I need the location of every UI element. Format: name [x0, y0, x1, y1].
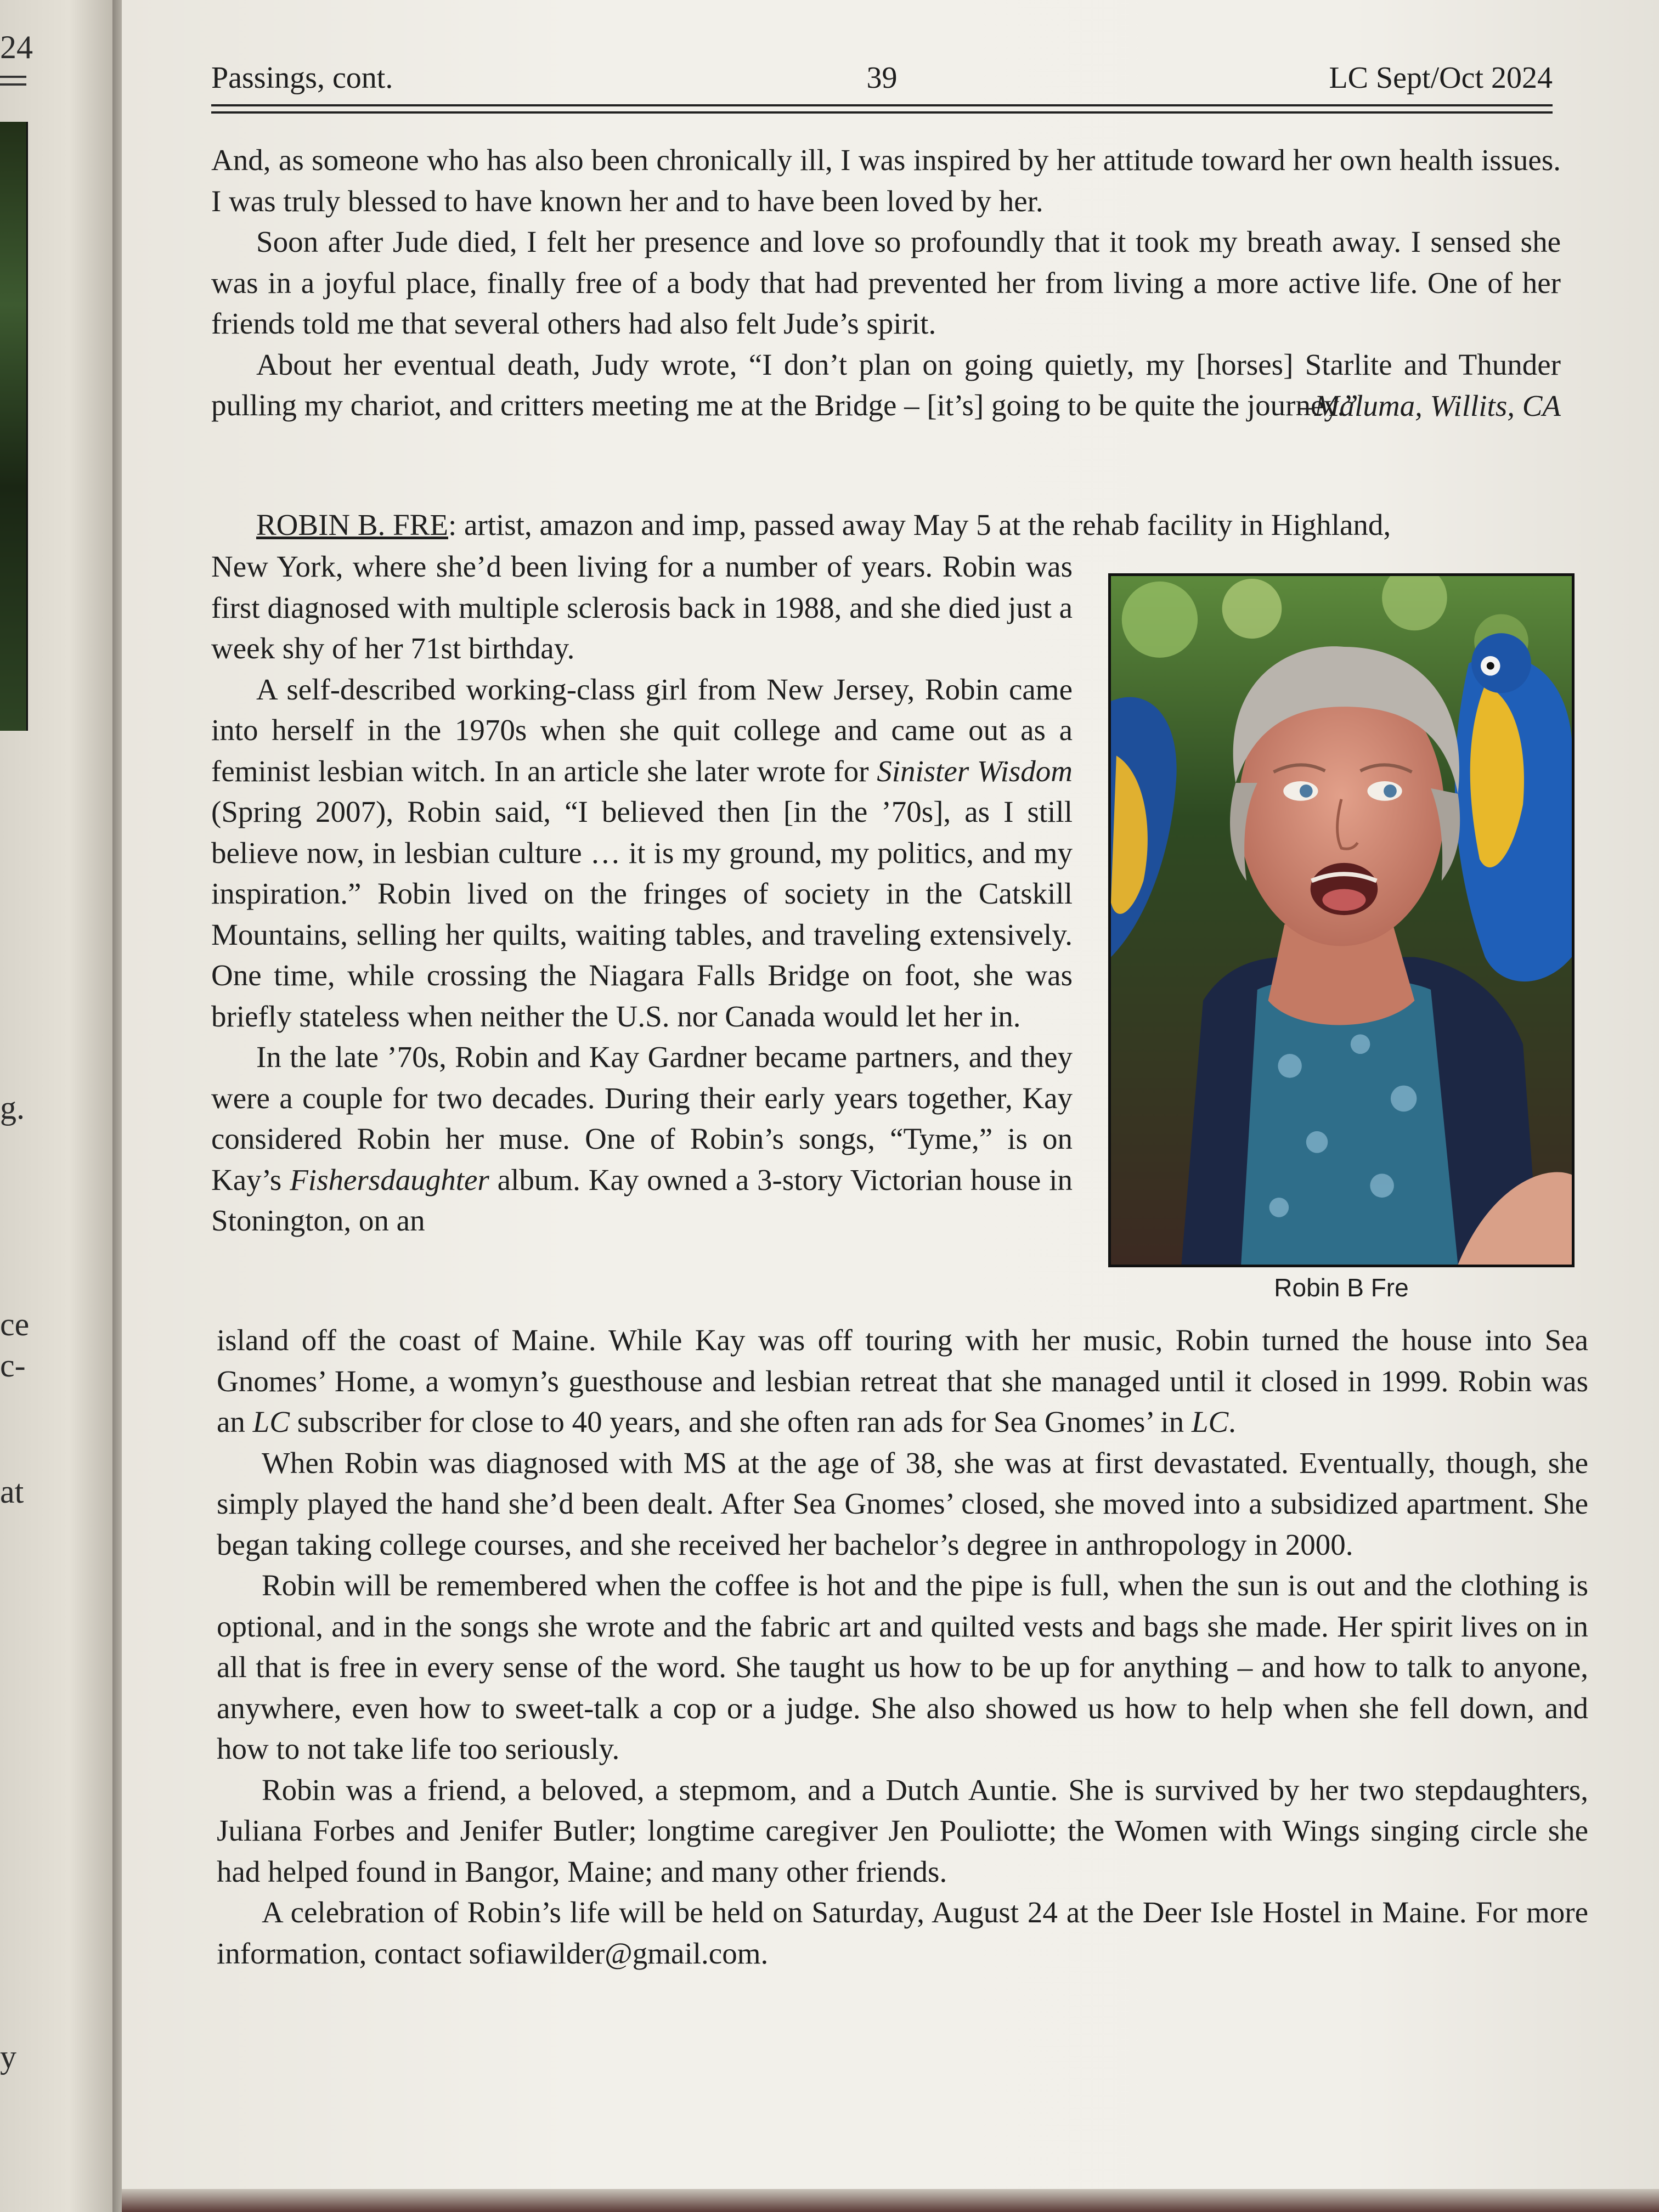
paragraph: Robin was a friend, a beloved, a stepmom, and a Dutch Auntie. She is survived by her two stepdaughters, Juliana Forbes and Jenifer Butler; longtime caregiver Jen Pouliotte; the Women with Wings singing circle she had helped found in Bangor, Maine; and many other friends.: [217, 1773, 1588, 1888]
publication-abbr: LC: [1191, 1405, 1229, 1438]
paragraph: When Robin was diagnosed with MS at the age of 38, she was at first devastated. Eventually, though, she simply played the hand she’d been dealt. After Sea Gnomes’ closed, she moved into a subsidized apartment. She began taking college courses, and she received her bachelor’s degree in anthropology in 2000.: [217, 1446, 1588, 1561]
paragraph: New York, where she’d been living for a number of years. Robin was first diagnosed with multiple sclerosis back in 1988, and she died just a week shy of her 71st birthday.: [211, 550, 1073, 665]
paragraph: [211, 669, 1073, 1037]
photo-caption: Robin B Fre: [1274, 1273, 1409, 1302]
previous-page-fragment: ce: [0, 1306, 30, 1342]
portrait-illustration: [1111, 576, 1572, 1265]
portrait-photo: [1108, 573, 1575, 1267]
header-rule: [211, 111, 1553, 114]
previous-page-rule: [0, 83, 26, 86]
obituary-wrap-column: [211, 546, 1073, 1242]
text-run: A self-described working-class girl from New Jersey, Robin came into herself in the 1970s when she quit college and came out as a feminist lesbian witch. In an article she later wrote for: [211, 672, 1073, 788]
previous-page-edge: [0, 0, 115, 2212]
text-run: subscriber for close to 40 years, and she often ran ads for Sea Gnomes’ in: [289, 1405, 1192, 1438]
page-number: 39: [866, 61, 898, 95]
paragraph: [217, 1320, 1588, 1443]
previous-tribute: [211, 140, 1561, 426]
paragraph: About her eventual death, Judy wrote, “I don’t plan on going quietly, my [horses] Starlite and Thunder pulling my chariot, and critters meeting me at the Bridge – [it’s] going to be quite the journey.”: [211, 347, 1561, 422]
signature: –Maluma, Willits, CA: [1299, 388, 1561, 422]
paragraph: [211, 1037, 1073, 1242]
previous-page-fragment: 24: [0, 29, 33, 65]
previous-page-rule: [0, 76, 26, 78]
text-run: .: [1228, 1405, 1236, 1438]
obituary-lead-line: [211, 505, 1561, 546]
publication-abbr: LC: [252, 1405, 290, 1438]
previous-page-fragment: y: [0, 2039, 16, 2075]
text-run: album. Kay owned a 3-story Victorian house in Stonington, on an: [211, 1163, 1073, 1237]
previous-page-fragment: c-: [0, 1347, 26, 1384]
album-title: Fishersdaughter: [290, 1163, 489, 1197]
text-run: (Spring 2007), Robin said, “I believed then [in the ’70s], as I still believe now, in lesbian culture … it is my ground, my politics, and my inspiration.” Robin lived on the fringes of society in the Catskill Mountains, selling her quilts, waiting tables, and traveling extensively. One time, while crossing the Niagara Falls Bridge on foot, she was briefly stateless when neither the U.S. nor Canada would let her in.: [211, 795, 1073, 1033]
previous-page-fragment: g.: [0, 1090, 25, 1126]
obituary-continuation: [217, 1320, 1588, 1974]
text-run: In the late ’70s, Robin and Kay Gardner became partners, and they were a couple for two decades. During their early years together, Kay considered Robin her muse. One of Robin’s songs, “Tyme,” is on Kay’s: [211, 1040, 1073, 1197]
section-title: Passings, cont.: [211, 61, 393, 95]
page-bottom-edge: [122, 2189, 1659, 2212]
paragraph: Soon after Jude died, I felt her presence and love so profoundly that it took my breath away. I sensed she was in a joyful place, finally free of a body that had prevented her from living a more active life. One of her friends told me that several others had also felt Jude’s spirit.: [211, 225, 1561, 340]
obituary-name: ROBIN B. FRE: [256, 508, 448, 541]
publication-title: Sinister Wisdom: [877, 754, 1073, 788]
paragraph: Robin will be remembered when the coffee is hot and the pipe is full, when the sun is out and the clothing is optional, and in the songs she wrote and the fabric art and quilted vests and bags she made. Her spirit lives on in all that is free in every sense of the word. She taught us how to be up for anything – and how to talk to anyone, anywhere, even how to sweet-talk a cop or a judge. She also showed us how to help when she fell down, and how to not take life too seriously.: [217, 1568, 1588, 1765]
previous-page-fragment: at: [0, 1474, 24, 1510]
paragraph: And, as someone who has also been chronically ill, I was inspired by her attitude toward her own health issues. I was truly blessed to have known her and to have been loved by her.: [211, 143, 1561, 218]
text-run: island off the coast of Maine. While Kay was off touring with her music, Robin turned the house into Sea Gnomes’ Home, a womyn’s guesthouse and lesbian retreat that she managed until it closed in 1999. Robin was an: [217, 1323, 1588, 1438]
issue-label: LC Sept/Oct 2024: [1329, 61, 1553, 95]
running-header: [211, 60, 1553, 104]
obituary-lead-text: : artist, amazon and imp, passed away May 5 at the rehab facility in Highland,: [448, 508, 1391, 541]
header-rule: [211, 104, 1553, 106]
paragraph: A celebration of Robin’s life will be held on Saturday, August 24 at the Deer Isle Hostel in Maine. For more information, contact sofiawilder@gmail.com.: [217, 1895, 1588, 1970]
previous-page-photo-edge: [0, 122, 28, 731]
